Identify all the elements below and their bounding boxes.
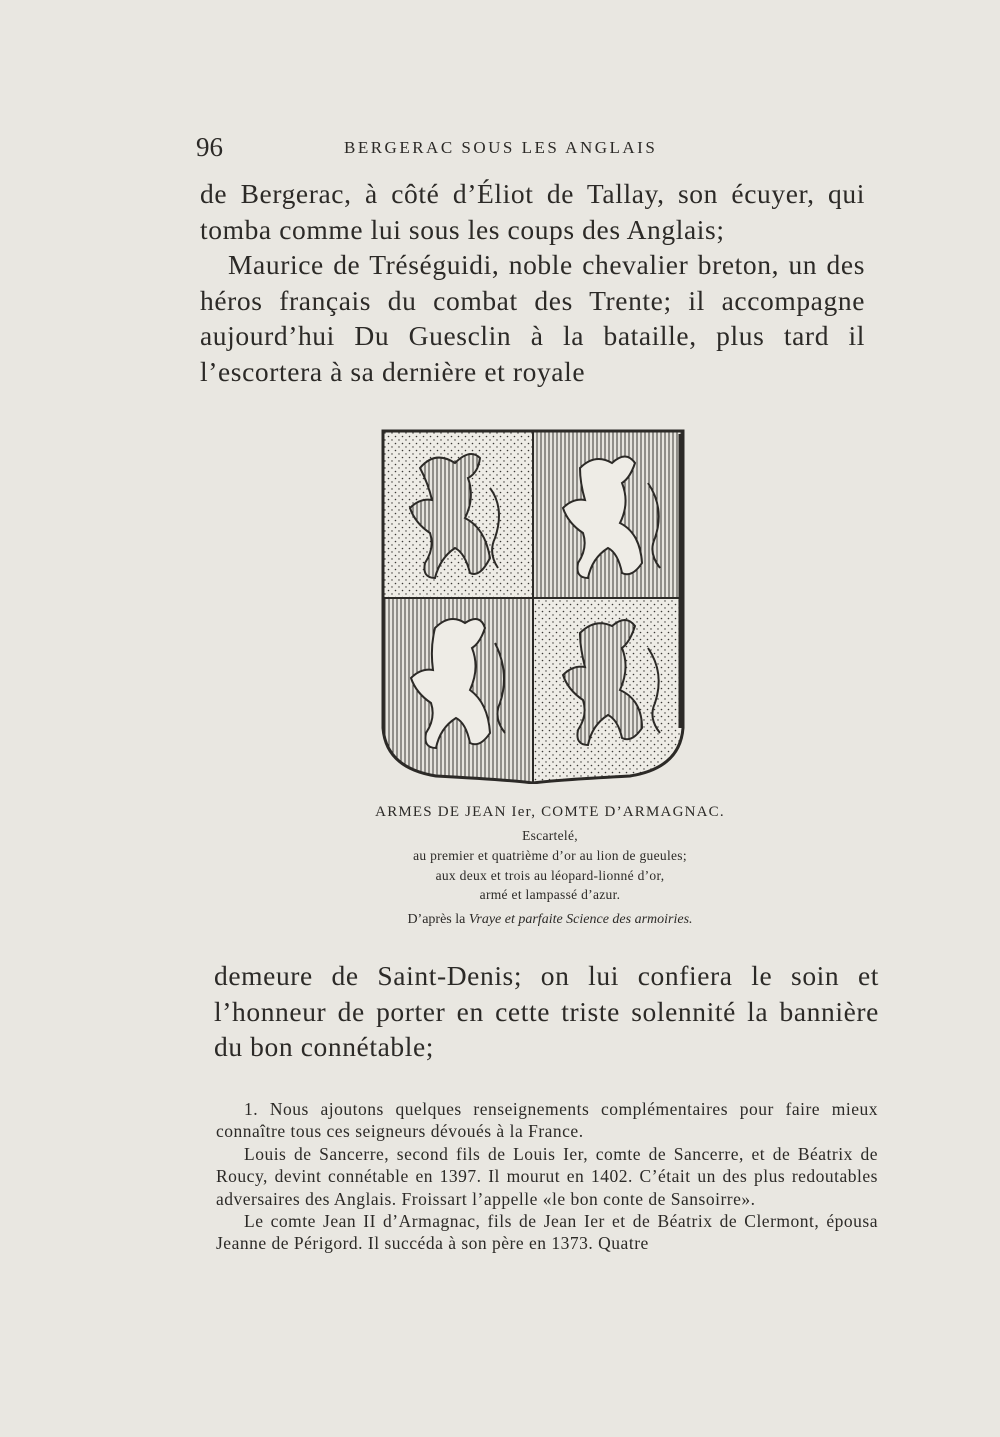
footnote: 1. Nous ajoutons quelques renseignements complémentaires pour faire mieux connaître tous ces seigneurs dévoués à la France. [216, 1099, 878, 1142]
figure-caption-line: au premier et quatrième d’or au lion de gueules; [413, 848, 687, 863]
running-head: BERGERAC SOUS LES ANGLAIS [344, 138, 658, 157]
footnote: Le comte Jean II d’Armagnac, fils de Jean Ier et de Béatrix de Clermont, épousa Jeanne de Périgord. Il succéda à son père en 1373. Quatre [216, 1211, 878, 1254]
coat-of-arms-illustration [380, 428, 686, 784]
figure-caption-title: ARMES DE JEAN Ier, COMTE D’ARMAGNAC. [375, 804, 725, 820]
figure-source [300, 912, 800, 928]
paragraph: de Bergerac, à côté d’Éliot de Tallay, son écuyer, qui tomba comme lui sous les coups des Anglais; [200, 178, 865, 245]
figure-caption-line: Escartelé, [522, 828, 578, 843]
figure-source-prefix: D’après la [407, 912, 469, 927]
body-text-top [200, 176, 865, 389]
footnote: Louis de Sancerre, second fils de Louis Ier, comte de Sancerre, et de Béatrix de Roucy, devint connétable en 1397. Il mourut en 1402. C’était un des plus redoutables adversaires des Anglais. Froissart l’appelle «le bon conte de Sansoirre». [216, 1143, 878, 1209]
paragraph: Maurice de Tréséguidi, noble chevalier breton, un des héros français du combat des Trente; il accompagne aujourd’hui Du Guesclin à la bataille, plus tard il l’escortera à sa dernière et royale [200, 249, 865, 387]
page-number: 96 [196, 132, 223, 162]
body-text-bottom [214, 958, 879, 1065]
figure-caption-line: aux deux et trois au léopard-lionné d’or, [435, 868, 665, 883]
footnotes [216, 1098, 878, 1255]
figure-source-title: Vraye et parfaite Science des armoiries. [468, 912, 693, 927]
page-header [196, 132, 716, 166]
paragraph: demeure de Saint-Denis; on lui confiera le soin et l’honneur de porter en cette triste solennité la bannière du bon connétable; [214, 960, 879, 1062]
figure-caption-line: armé et lampassé d’azur. [479, 887, 621, 902]
